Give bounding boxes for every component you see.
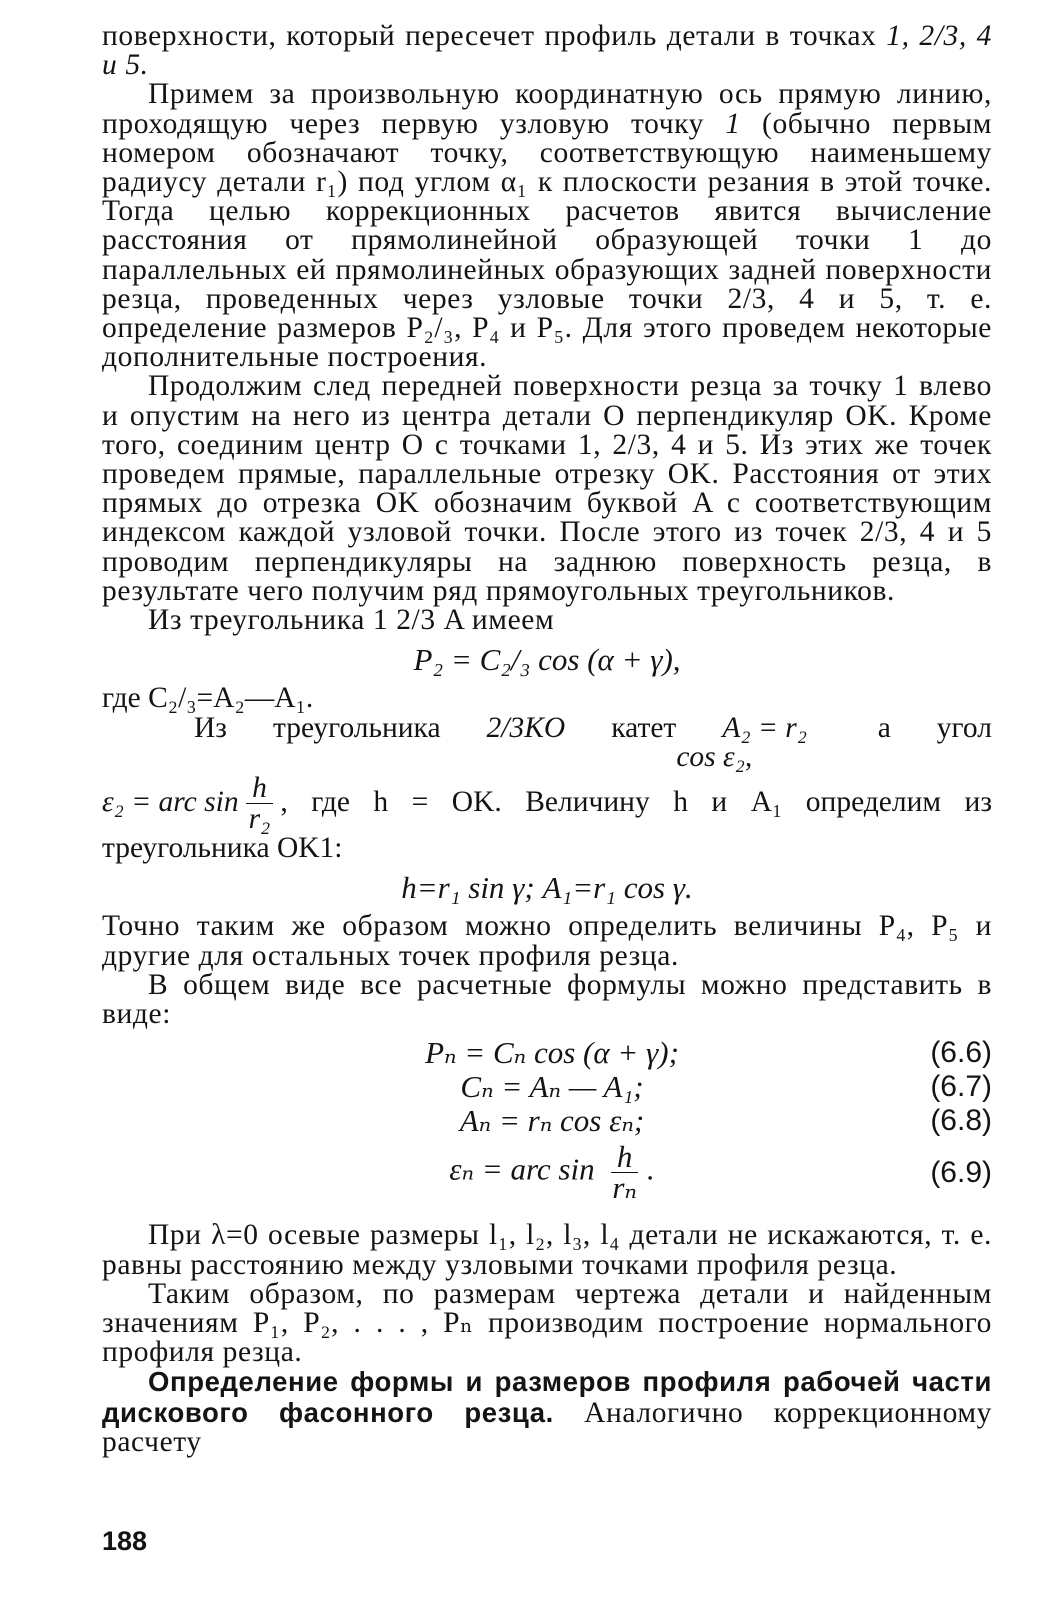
epsilon-line	[102, 772, 992, 834]
section-heading-inline: Определение формы и размеров профиля рабочей части дискового фасонного резца.	[102, 1366, 992, 1428]
book-page	[102, 22, 992, 1457]
point-label: 1	[725, 107, 741, 140]
formula-text: εₙ = arc sin $\frac{h}{\text{rₙ}}$ .	[449, 1138, 655, 1205]
fraction-numerator: h	[611, 1142, 639, 1173]
formula-a2: A₂ = r₂ cos ε₂,	[676, 711, 807, 773]
text-span: Аналогично коррекционному расчету	[102, 1396, 992, 1458]
paragraph-thus: Таким образом, по размерам чертежа детали и найденным значениям P₁, P₂, . . . , Pₙ производим построение нормального профиля резца.	[102, 1277, 992, 1369]
paragraph-coordinate-axis	[102, 80, 992, 372]
paragraph-continued	[102, 22, 992, 80]
text-span: (обычно первым номером обозначают точку, соответствующую наименьшему радиусу детали r₁) под углом α₁ к плоскости резания в этой точке. Тогда целью коррекционных расчетов явится вычисление расстояния от прямолинейной образующей точки 1 до параллельных ей прямолинейных образующих задней поверхности резца, проведенных через узловые точки 2/3, 4 и 5, т. е. определение размеров P₂/₃, P₄ и P₅. Для этого проведем некоторые дополнительные построения.	[102, 107, 993, 374]
text-span: Из	[194, 711, 227, 744]
text-span: треугольника	[272, 711, 441, 744]
formula-number: (6.6)	[930, 1035, 992, 1069]
equation-p2: P₂ = C₂/₃ cos (α + γ),	[413, 642, 681, 678]
triangle-ok1: треугольника OK1:	[102, 832, 343, 865]
equation-h-a1: h=r₁ sin γ; A₁=r₁ cos γ.	[401, 870, 693, 906]
text-span: а	[877, 711, 891, 744]
formula-block	[102, 1035, 992, 1207]
paragraph-definition	[102, 1367, 992, 1457]
formula-number: (6.8)	[930, 1103, 992, 1137]
paragraph-triangle: Из треугольника 1 2/3 A имеем	[148, 604, 555, 637]
text-span: поверхности, который пересечет профиль детали в точках	[102, 20, 877, 52]
paragraph-similarly: Точно таким же образом можно определить величины P₄, P₅ и другие для остальных точек профиля резца.	[102, 910, 992, 972]
text-span: Примем за произвольную координатную ось прямую линию, проходящую через первую узловую точку	[102, 78, 992, 140]
formula-number: (6.7)	[930, 1069, 992, 1103]
formula-text: Pₙ = Cₙ cos (α + γ);	[425, 1034, 679, 1070]
formula-6-7	[102, 1069, 992, 1103]
equation-where: где C₂/₃=A₂—A₁.	[102, 682, 314, 715]
triangle-line	[102, 711, 992, 773]
formula-6-9	[102, 1137, 992, 1207]
paragraph-lambda: При λ=0 осевые размеры l₁, l₂, l₃, l₄ детали не искажаются, т. е. равны расстоянию между узловыми точками профиля резца.	[102, 1219, 992, 1281]
formula-lhs: εₙ = arc sin	[449, 1151, 595, 1187]
fraction-h-rn	[606, 1138, 643, 1205]
paragraph-construction: Продолжим след передней поверхности резца за точку 1 влево и опустим на него из центра детали O перпендикуляр OK. Кроме того, соединим центр O с точками 1, 2/3, 4 и 5. Из этих же точек проведем прямые, параллельные отрезку OK. Расстояния от этих прямых до отрезка OK обозначим буквой A с соответствующим индексом каждой узловой точки. После этого из точек 2/3, 4 и 5 проводим перпендикуляры на заднюю поверхность резца, в результате чего получим ряд прямоугольных треугольников.	[102, 370, 992, 607]
fraction-denominator: rₙ	[612, 1169, 637, 1205]
text-span: , где h = OK. Величину h и A₁ определим из	[280, 786, 992, 819]
page-number: 188	[102, 1526, 148, 1556]
formula-6-6	[102, 1035, 992, 1069]
fraction-numerator: h	[246, 773, 273, 804]
point-labels: 1, 2/3, 4 и 5.	[102, 20, 992, 82]
triangle-label: 2/3KO	[486, 711, 566, 744]
paragraph-general: В общем виде все расчетные формулы можно представить в виде:	[102, 968, 992, 1031]
fraction-denominator: r₂	[248, 802, 271, 835]
formula-text: Cₙ = Aₙ — A₁;	[460, 1068, 644, 1104]
text-span: катет	[611, 711, 677, 744]
formula-number: (6.9)	[930, 1155, 992, 1189]
fraction-h-r2	[243, 773, 277, 834]
formula-text: Aₙ = rₙ cos εₙ;	[459, 1102, 645, 1138]
text-span: угол	[936, 711, 992, 744]
formula-6-8	[102, 1103, 992, 1137]
formula-eps2: ε₂ = arc sin	[102, 786, 239, 819]
